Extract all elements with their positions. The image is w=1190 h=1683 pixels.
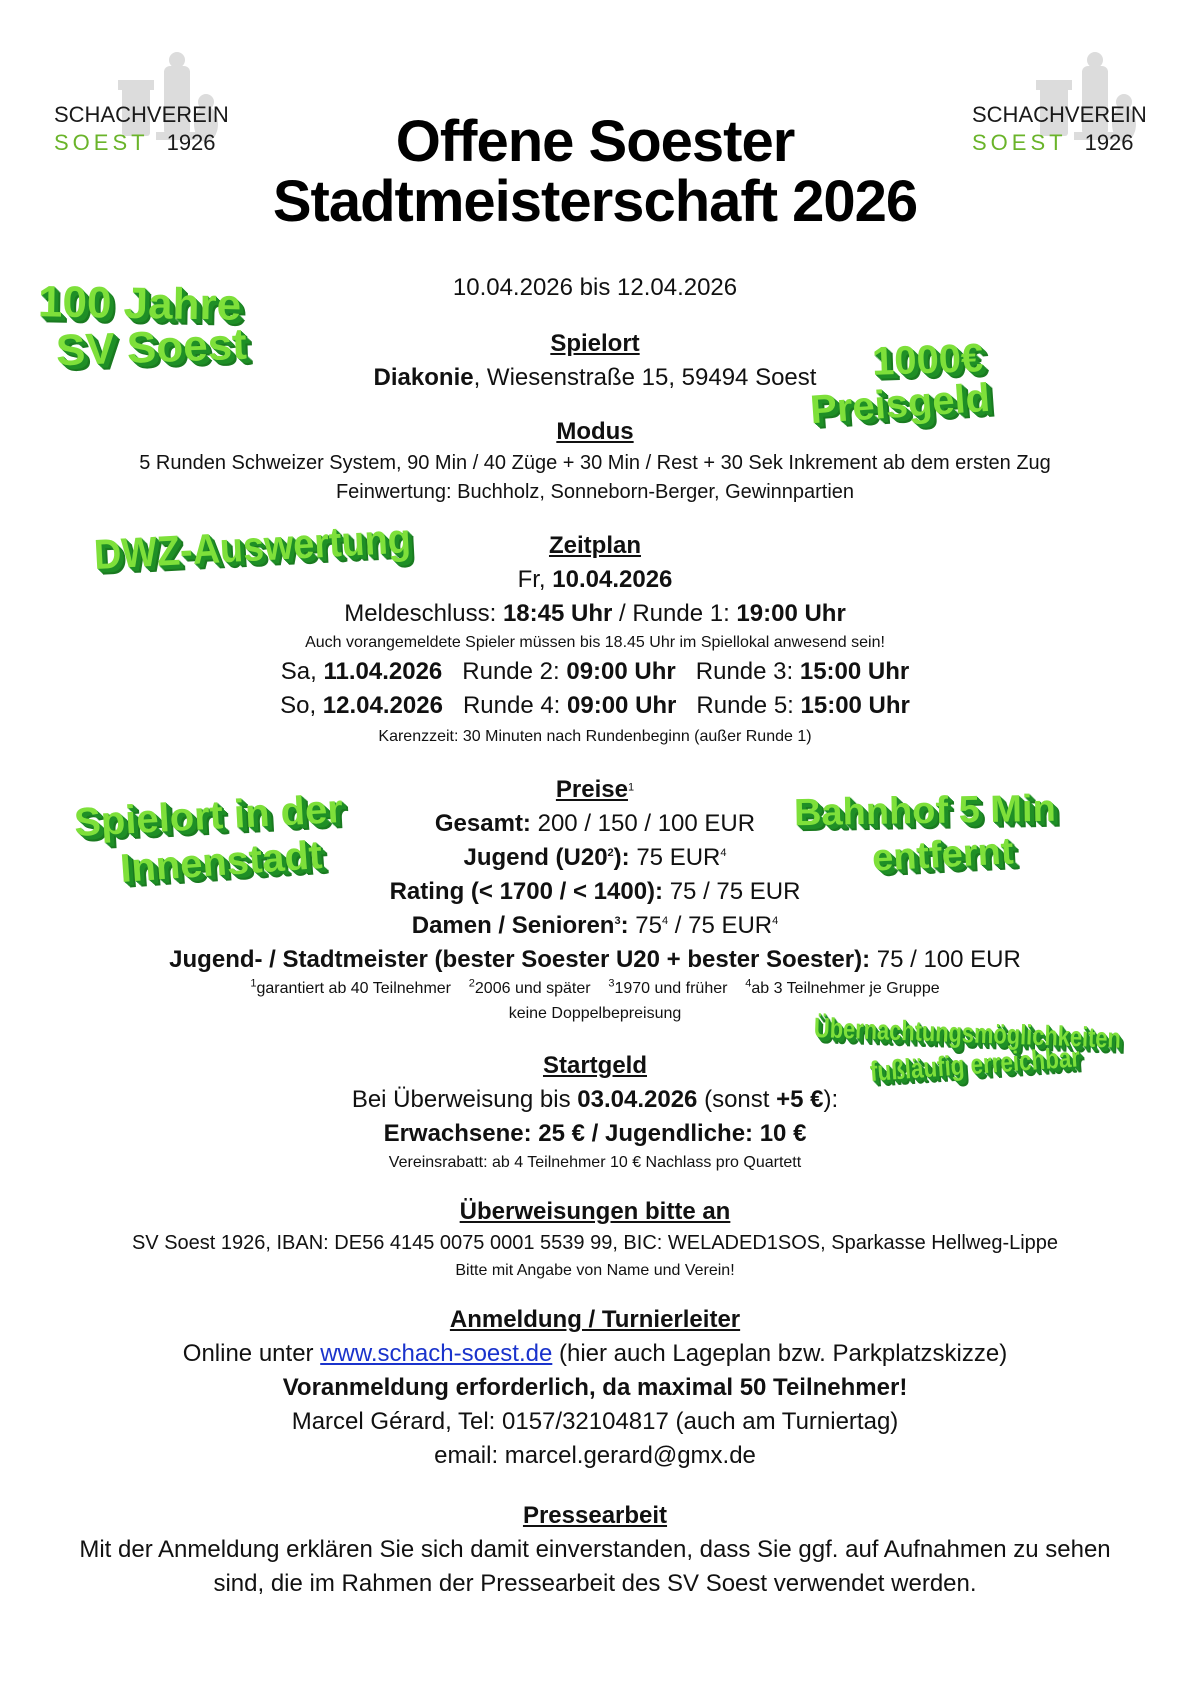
footnote-marker: 4 [720,847,727,859]
footnote-marker: 3 [614,915,621,927]
logo-club-name: SCHACHVEREIN [54,102,229,127]
footnote-text: 2006 und später [474,980,591,997]
prize-value: 75 EUR [629,844,721,871]
modus-line2: Feinwertung: Buchholz, Sonneborn-Berger, Gewinnpartien [335,481,855,503]
club-discount-note: Vereinsrabatt: ab 4 Teilnehmer 10 € Nachlass pro Quartett [388,1154,802,1171]
logo-year: 1926 [166,130,216,155]
section-heading-spielort: Spielort [550,330,640,357]
website-link[interactable]: www.schach-soest.de [320,1340,553,1367]
footnote-marker: 4 [745,977,752,990]
fee-text: Bei Überweisung bis [351,1086,578,1113]
online-text: (hier auch Lageplan bzw. Parkplatzskizze) [552,1340,1008,1367]
banner-uebernachtung-2: fußläufig erreichbar [868,1041,1081,1087]
logo-city: SOEST [972,130,1067,155]
deadline-label: Meldeschluss: [344,600,503,627]
no-double-prize-note: keine Doppelbepreisung [508,1005,682,1022]
modus-line1: 5 Runden Schweizer System, 90 Min / 40 Züge + 30 Min / Rest + 30 Sek Inkrement ab dem ersten Zug [139,452,1051,474]
round-time: 09:00 Uhr [567,692,677,719]
footnote-marker: 4 [661,915,669,927]
day-date: 11.04.2026 [323,658,443,685]
banner-bahnhof-1: Bahnhof 5 Min [793,787,1057,835]
section-heading-zeitplan: Zeitplan [548,532,641,559]
prize-label: Jugend- / Stadtmeister (bester Soester U20 + bester Soester): [169,946,871,973]
prize-city-champion [0,946,1190,974]
transfer-note: Bitte mit Angabe von Name und Verein! [455,1262,735,1279]
section-heading-modus: Modus [556,418,634,445]
footnote-marker: 2 [607,847,614,859]
fee-date: 03.04.2026 [577,1086,698,1113]
heading-text: Preise [555,776,628,803]
day-date: 12.04.2026 [322,692,443,719]
venue-address: , Wiesenstraße 15, 59494 Soest [473,364,817,391]
round-label: Runde 4: [462,692,568,719]
day-date: 10.04.2026 [552,566,673,593]
footnote-marker: 3 [608,977,615,990]
fee-text: (sonst [697,1086,777,1113]
fee-amounts [0,1120,1190,1148]
section-heading-registration: Anmeldung / Turnierleiter [449,1306,741,1333]
prize-value: 75 / 100 EUR [870,946,1021,973]
label-text: Jugend (U20 [463,844,608,871]
registration-online [0,1340,1190,1368]
prize-label: Rating (< 1700 / < 1400): [389,878,664,905]
venue-name: Diakonie [373,364,474,391]
footnote-text: garantiert ab 40 Teilnehmer [256,980,451,997]
round-label: / Runde 1: [612,600,737,627]
logo-city: SOEST [54,130,149,155]
page-title-line2: Stadtmeisterschaft 2026 [272,169,918,234]
fee-label: Erwachsene [383,1120,524,1147]
prize-value: 75 [628,912,662,939]
prize-value: 75 / 75 EUR [663,878,801,905]
day-label: So, [280,692,323,719]
footnote-marker: 1 [250,977,257,990]
round-time: 19:00 Uhr [736,600,846,627]
round-time: 15:00 Uhr [799,658,910,685]
round-label: Runde 2: [462,658,567,685]
banner-dwz: DWZ-Auswertung [92,514,412,578]
preregistration-text: Voranmeldung erforderlich, da maximal 50 Teilnehmer! [282,1374,908,1401]
prize-value: 200 / 150 / 100 EUR [530,810,756,837]
online-text: Online unter [182,1340,321,1367]
banner-uebernachtung-1: Übernachtungsmöglichkeiten [813,1012,1122,1054]
round-label: Runde 3: [695,658,800,685]
day-label: Sa, [280,658,324,685]
banner-spielort-innenstadt-2: Innenstadt [118,833,324,891]
prize-label [464,844,630,871]
prize-value: / 75 EUR [668,912,773,939]
late-fee: +5 € [776,1086,824,1113]
prize-footnotes [0,977,1190,998]
footnote-marker: 1 [627,781,635,794]
fee-deadline [0,1086,1190,1114]
page-title-line1: Offene Soester [395,109,795,174]
press-line2: sind, die im Rahmen der Pressearbeit des SV Soest verwendet werden. [213,1570,977,1597]
round-label: Runde 5: [696,692,801,719]
round-time: 09:00 Uhr [566,658,676,685]
label-text: ): [613,844,630,871]
banner-1000-euro: 1000€ [871,336,984,384]
logo-year: 1926 [1084,130,1134,155]
banner-100-jahre: 100 Jahre [37,277,242,330]
grace-period-note: Karenzzeit: 30 Minuten nach Rundenbeginn (außer Runde 1) [378,728,812,745]
preregistration-required [0,1374,1190,1402]
schedule-note: Auch vorangemeldete Spieler müssen bis 18.45 Uhr im Spiellokal anwesend sein! [305,634,885,651]
organizer-contact: Marcel Gérard, Tel: 0157/32104817 (auch am Turniertag) [291,1408,899,1435]
day-label: Fr, [517,566,553,593]
label-text: : [620,912,629,939]
fee-value: : 25 € / Jugendliche: 10 € [523,1120,807,1147]
deadline-time: 18:45 Uhr [502,600,613,627]
footnote-marker: 4 [772,915,779,927]
round-time: 15:00 Uhr [800,692,910,719]
prize-label [412,912,629,939]
section-heading-press: Pressearbeit [522,1502,668,1529]
section-heading-startgeld: Startgeld [542,1052,647,1079]
banner-bahnhof-2: entfernt [870,830,1015,880]
banner-preisgeld: Preisgeld [808,375,992,433]
schedule-registration [0,600,1190,628]
footnote-text: ab 3 Teilnehmer je Gruppe [751,980,940,997]
prize-women-seniors [0,912,1190,940]
schedule-sunday [0,692,1190,720]
label-text: Damen / Senioren [411,912,615,939]
footnote-text: 1970 und früher [614,980,728,997]
event-dates: 10.04.2026 bis 12.04.2026 [452,274,738,301]
schedule-saturday [0,658,1190,686]
banner-sv-soest: SV Soest [55,319,248,376]
fee-text: ): [823,1086,839,1113]
logo-club-name: SCHACHVEREIN [972,102,1147,127]
section-heading-transfer: Überweisungen bitte an [459,1198,731,1225]
banner-spielort-innenstadt-1: Spielort in der [73,786,344,846]
bank-details: SV Soest 1926, IBAN: DE56 4145 0075 0001 5539 99, BIC: WELADED1SOS, Sparkasse Hellweg-Lippe [131,1232,1059,1254]
organizer-email: email: marcel.gerard@gmx.de [434,1442,756,1469]
press-line1: Mit der Anmeldung erklären Sie sich damit einverstanden, dass Sie ggf. auf Aufnahmen zu sehen [79,1536,1111,1563]
footnote-marker: 2 [468,977,475,990]
prize-label: Gesamt: [434,810,531,837]
